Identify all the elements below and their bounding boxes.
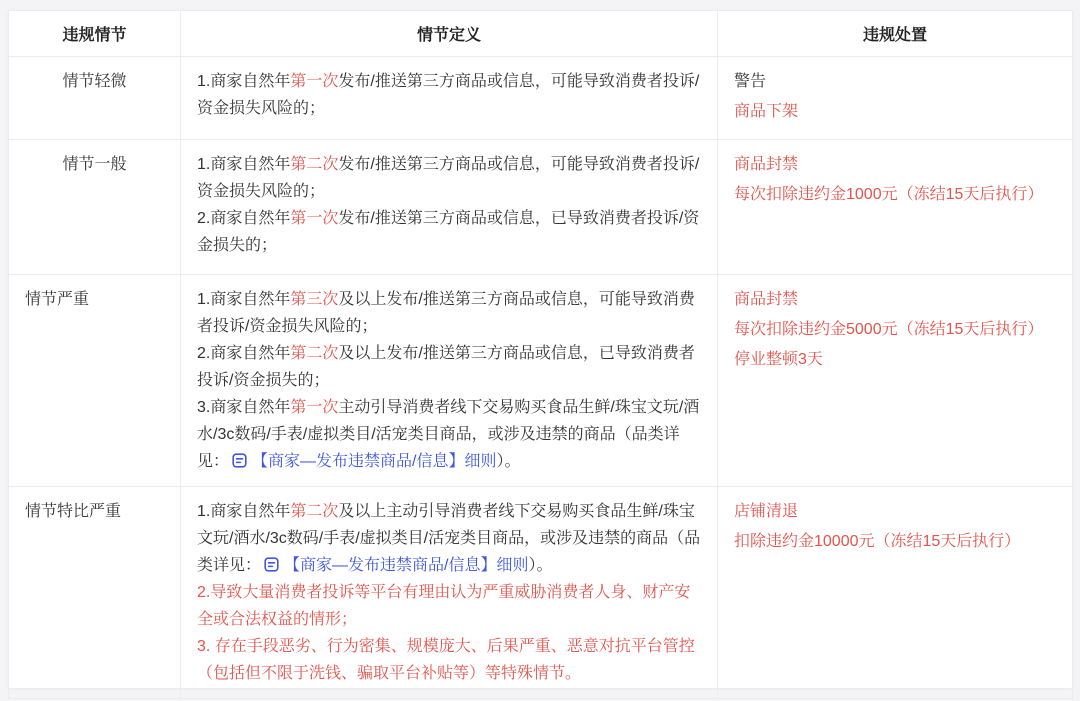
table-row <box>9 275 1073 487</box>
severity-cell: 情节严重 <box>9 275 181 487</box>
definition-text: 第二次 <box>290 345 339 362</box>
definition-text: 1.商家自然年 <box>197 73 291 90</box>
definition-paragraph <box>197 394 701 475</box>
severity-cell: 情节轻微 <box>9 57 181 140</box>
definition-paragraph <box>197 68 701 122</box>
definition-paragraph <box>197 340 701 394</box>
definition-text: 3.商家自然年 <box>197 399 291 416</box>
definition-paragraph <box>197 151 701 205</box>
table-row <box>9 140 1073 275</box>
header-row <box>9 11 1073 57</box>
definition-text: 主动引导消费者线下交易购买食品生鲜/珠宝文玩/酒水/3c数码/手表/虚拟类目/活宠类目商品，或涉及违禁的商品（品类详见： <box>197 399 700 470</box>
table-row <box>9 57 1073 140</box>
definition-text: 第二次 <box>290 156 339 173</box>
penalty-cell <box>718 57 1073 140</box>
definition-paragraph <box>197 498 701 579</box>
definition-text: 1.商家自然年 <box>197 503 291 520</box>
definition-paragraph <box>197 579 701 633</box>
definition-text: 及以上发布/推送第三方商品或信息，已导致消费者投诉/资金损失的； <box>197 345 695 389</box>
definition-text: 第一次 <box>290 399 339 416</box>
severity-cell: 情节一般 <box>9 140 181 275</box>
definition-text: 3. 存在手段恶劣、行为密集、规模庞大、后果严重、恶意对抗平台管控（包括但不限于洗钱、骗取平台补贴等）等特殊情节。 <box>197 638 695 682</box>
definition-text: ）。 <box>496 453 521 470</box>
violation-policy-panel <box>8 10 1072 688</box>
rule-link[interactable]: 【商家—发布违禁商品/信息】细则 <box>229 453 496 470</box>
definition-cell <box>181 275 718 487</box>
definition-text: 发布/推送第三方商品或信息，可能导致消费者投诉/资金损失风险的； <box>197 73 700 117</box>
definition-text: 第二次 <box>290 503 339 520</box>
definition-cell <box>181 487 718 699</box>
definition-text: ）。 <box>528 557 553 574</box>
violation-table <box>8 10 1073 699</box>
header-violation-severity: 违规情节 <box>9 11 181 57</box>
penalty-line: 警告 <box>734 73 767 90</box>
table-body <box>9 57 1073 699</box>
penalty-line: 扣除违约金10000元（冻结15天后执行） <box>734 533 1021 550</box>
definition-paragraph <box>197 633 701 687</box>
definition-text: 及以上发布/推送第三方商品或信息，可能导致消费者投诉/资金损失风险的； <box>197 291 695 335</box>
definition-cell <box>181 140 718 275</box>
definition-paragraph <box>197 286 701 340</box>
definition-text: 1.商家自然年 <box>197 291 291 308</box>
definition-text: 发布/推送第三方商品或信息，已导致消费者投诉/资金损失的； <box>197 210 700 254</box>
penalty-line: 停业整顿3天 <box>734 351 823 368</box>
severity-cell: 情节特比严重 <box>9 487 181 699</box>
penalty-line: 每次扣除违约金5000元（冻结15天后执行） <box>734 321 1044 338</box>
table-row <box>9 487 1073 699</box>
definition-text: 2.商家自然年 <box>197 210 291 227</box>
penalty-cell <box>718 487 1073 699</box>
header-violation-handling: 违规处置 <box>718 11 1073 57</box>
definition-text: 第一次 <box>290 73 339 90</box>
penalty-line: 商品封禁 <box>734 291 799 308</box>
doc-icon <box>263 556 280 573</box>
penalty-cell <box>718 275 1073 487</box>
penalty-line: 商品封禁 <box>734 156 799 173</box>
definition-text: 发布/推送第三方商品或信息，可能导致消费者投诉/资金损失风险的； <box>197 156 700 200</box>
definition-text: 及以上主动引导消费者线下交易购买食品生鲜/珠宝文玩/酒水/3c数码/手表/虚拟类目/活宠类目商品，或涉及违禁的商品（品类详见： <box>197 503 701 574</box>
definition-cell <box>181 57 718 140</box>
penalty-line: 每次扣除违约金1000元（冻结15天后执行） <box>734 186 1044 203</box>
definition-text: 第三次 <box>290 291 339 308</box>
doc-icon <box>231 452 248 469</box>
definition-text: 第一次 <box>290 210 339 227</box>
definition-text: 1.商家自然年 <box>197 156 291 173</box>
definition-paragraph <box>197 205 701 259</box>
definition-text: 2.商家自然年 <box>197 345 291 362</box>
definition-text: 2.导致大量消费者投诉等平台有理由认为严重威胁消费者人身、财产安全或合法权益的情形； <box>197 584 691 628</box>
rule-link[interactable]: 【商家—发布违禁商品/信息】细则 <box>261 557 528 574</box>
header-severity-definition: 情节定义 <box>181 11 718 57</box>
penalty-line: 店铺清退 <box>734 503 799 520</box>
penalty-cell <box>718 140 1073 275</box>
penalty-line: 商品下架 <box>734 103 799 120</box>
